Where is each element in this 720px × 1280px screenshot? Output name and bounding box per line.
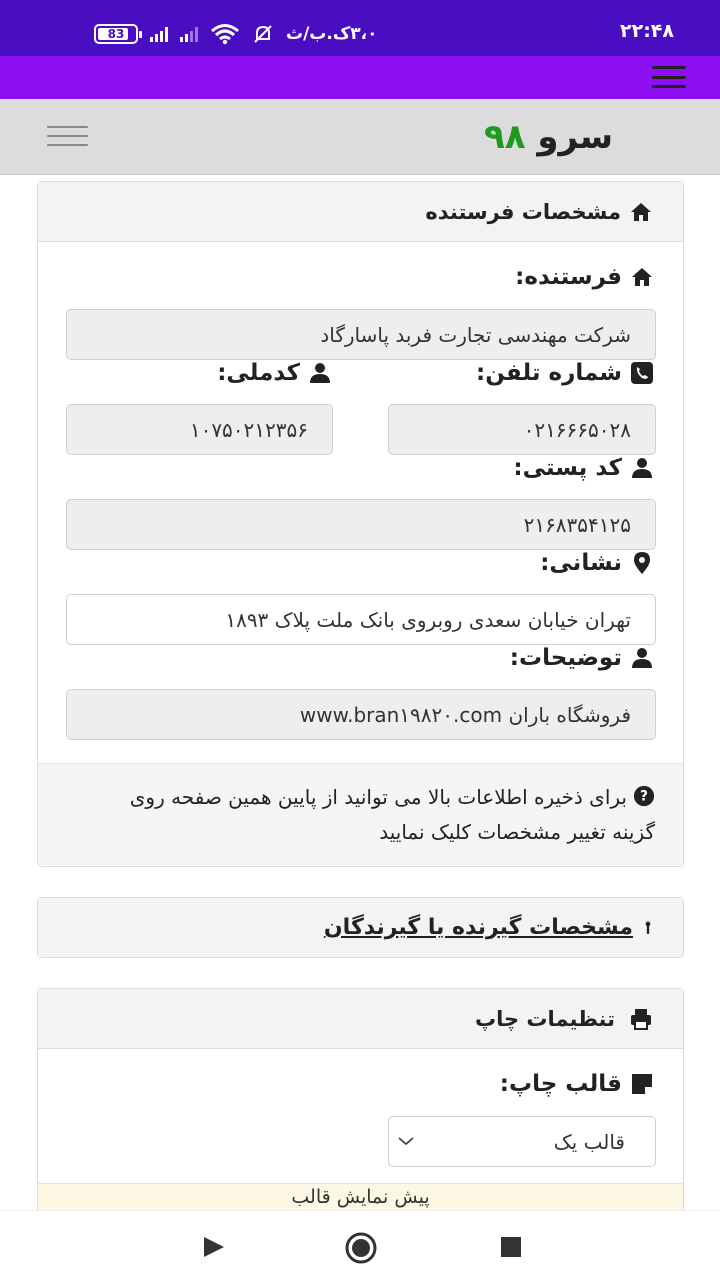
receiver-panel-header[interactable] xyxy=(38,898,683,957)
system-nav-bar xyxy=(0,1210,720,1280)
user-icon xyxy=(630,456,654,480)
home-icon xyxy=(629,200,653,224)
logo-word: سرو xyxy=(537,117,614,157)
template-preview-bar[interactable] xyxy=(38,1183,683,1211)
logo-number: ۹۸ xyxy=(484,117,526,157)
description-label: توضیحات: xyxy=(510,645,654,671)
postal-code-label: کد پستی: xyxy=(513,455,654,481)
signal-icon xyxy=(150,26,168,42)
national-code-field[interactable]: ۱۰۷۵۰۲۱۲۳۵۶ xyxy=(66,404,333,455)
sender-field[interactable]: شرکت مهندسی تجارت فربد پاسارگاد xyxy=(66,309,656,360)
status-indicators xyxy=(94,20,377,48)
site-logo[interactable] xyxy=(484,117,613,157)
print-icon xyxy=(629,1007,653,1031)
question-circle-icon xyxy=(633,785,655,807)
print-template-select[interactable] xyxy=(388,1116,656,1167)
chevron-down-icon xyxy=(397,1135,415,1147)
app-top-bar xyxy=(0,56,720,99)
description-field[interactable]: فروشگاه باران www.bran۱۹۸۲۰.com xyxy=(66,689,656,740)
template-preview-label: پیش نمایش قالب xyxy=(291,1186,430,1208)
wifi-icon xyxy=(210,23,240,45)
sender-label: فرستنده: xyxy=(515,264,654,290)
recents-icon[interactable] xyxy=(499,1235,523,1259)
status-time: ۲۲:۴۸ xyxy=(620,20,674,42)
sender-panel-header xyxy=(38,182,683,242)
save-info-note xyxy=(38,763,683,865)
status-bar xyxy=(0,0,720,56)
national-code-label: کدملی: xyxy=(217,360,332,386)
site-menu-icon[interactable] xyxy=(47,126,88,146)
address-label: نشانی: xyxy=(540,550,654,576)
home-button-icon[interactable] xyxy=(343,1230,379,1266)
svg-text:?: ? xyxy=(640,788,648,805)
phone-label: شماره تلفن: xyxy=(476,360,654,386)
main-menu-icon[interactable] xyxy=(652,66,686,88)
print-template-label: قالب چاپ: xyxy=(500,1071,654,1097)
user-icon xyxy=(308,361,332,385)
muted-bell-icon xyxy=(252,23,274,45)
print-template-value: قالب یک xyxy=(553,1129,625,1154)
map-marker-icon xyxy=(630,551,654,575)
pin-icon xyxy=(641,916,655,940)
receiver-panel[interactable] xyxy=(37,897,684,958)
user-icon xyxy=(630,646,654,670)
battery-level: 83 xyxy=(107,27,125,41)
network-speed: ۳،۰ک.ب/ث xyxy=(286,24,378,44)
phone-field[interactable]: ۰۲۱۶۶۶۵۰۲۸ xyxy=(388,404,656,455)
signal-secondary-icon xyxy=(180,26,198,42)
save-info-text: ? برای ذخیره اطلاعات بالا می توانید از پایین همین صفحه روی گزینه تغییر مشخصات کلیک نمایید xyxy=(129,785,655,844)
sticky-note-icon xyxy=(630,1072,654,1096)
battery-icon xyxy=(94,24,138,44)
address-field[interactable]: تهران خیابان سعدی روبروی بانک ملت پلاک ۱۸۹۳ xyxy=(66,594,656,645)
home-icon xyxy=(630,265,654,289)
print-panel-header xyxy=(38,989,683,1049)
sender-panel-title: مشخصات فرستنده xyxy=(425,199,621,224)
receiver-panel-link[interactable]: مشخصات گیرنده یا گیرندگان xyxy=(323,915,633,940)
back-icon[interactable] xyxy=(202,1235,226,1259)
print-panel-title: تنظیمات چاپ xyxy=(475,1006,615,1031)
phone-icon xyxy=(630,361,654,385)
postal-code-field[interactable]: ۲۱۶۸۳۵۴۱۲۵ xyxy=(66,499,656,550)
